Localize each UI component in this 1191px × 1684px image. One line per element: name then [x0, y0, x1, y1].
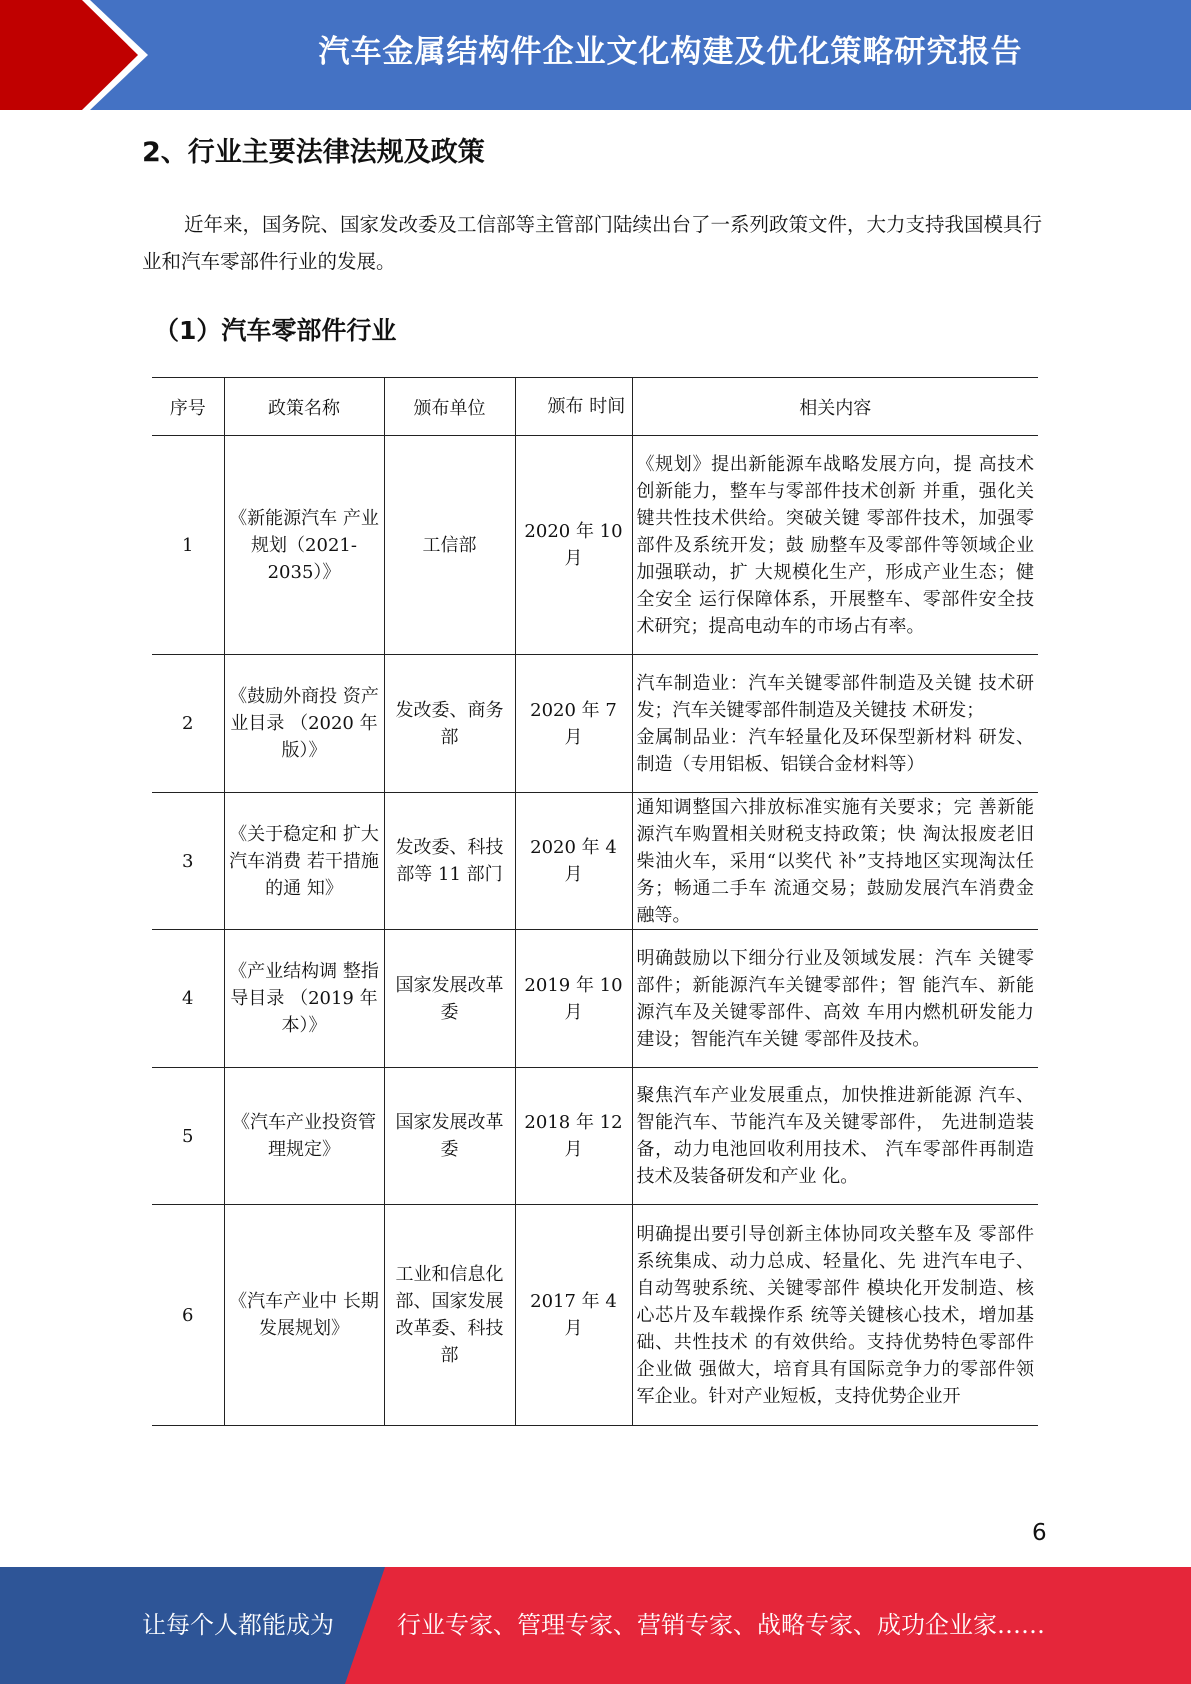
row-time: 2019 年 10 月	[515, 930, 632, 1068]
table-header-row	[152, 378, 1038, 436]
footer-slogan-right: 行业专家、管理专家、营销专家、战略专家、成功企业家……	[397, 1611, 1045, 1639]
row-content: 《规划》提出新能源车战略发展方向，提 高技术创新能力，整车与零部件技术创新 并重，强化关键共性技术供给。突破关键 零部件技术，加强零部件及系统开发；鼓 励整车及零部件等领域企业加强联动，扩 大规模化生产，形成产业生态；健全安全 运行保障体系，开展整车、零部件安全技 术研究；提高电动车的市场占有率。	[632, 436, 1038, 655]
row-policy-name: 《新能源汽车 产业规划（2021-2035）》	[224, 436, 384, 655]
intro-paragraph: 近年来，国务院、国家发改委及工信部等主管部门陆续出台了一系列政策文件，大力支持我国模具行业和汽车零部件行业的发展。	[142, 213, 1043, 273]
row-content: 通知调整国六排放标准实施有关要求；完 善新能源汽车购置相关财税支持政策；快 淘汰报废老旧柴油火车，采用“以奖代 补”支持地区实现淘汰任务；畅通二手车 流通交易；鼓励发展汽车消费金融等。	[632, 793, 1038, 930]
row-no: 6	[152, 1205, 224, 1426]
header-issue-time: 颁布 时间	[515, 378, 632, 436]
header-content: 相关内容	[632, 378, 1038, 436]
row-issuer: 国家发展改革委	[384, 1068, 515, 1205]
table-row	[152, 436, 1038, 655]
section-heading: 2、行业主要法律法规及政策	[142, 137, 485, 168]
header-policy-name: 政策名称	[224, 378, 384, 436]
row-issuer: 工业和信息化部、国家发展改革委、科技部	[384, 1205, 515, 1426]
row-issuer: 工信部	[384, 436, 515, 655]
header-issuer: 颁布单位	[384, 378, 515, 436]
row-no: 4	[152, 930, 224, 1068]
row-no: 3	[152, 793, 224, 930]
page-number: 6	[1032, 1520, 1047, 1546]
row-no: 1	[152, 436, 224, 655]
row-policy-name: 《汽车产业中 长期发展规划》	[224, 1205, 384, 1426]
policy-table	[152, 377, 1038, 1426]
row-issuer: 发改委、科技部等 11 部门	[384, 793, 515, 930]
row-content: 明确提出要引导创新主体协同攻关整车及 零部件系统集成、动力总成、轻量化、先 进汽车电子、自动驾驶系统、关键零部件 模块化开发制造、核心芯片及车载操作系 统等关键核心技术，增加基础、共性技术 的有效供给。支持优势特色零部件企业做 强做大，培育具有国际竞争力的零部件领 军企业。针对产业短板，支持优势企业开	[632, 1205, 1038, 1426]
table-row	[152, 930, 1038, 1068]
row-time: 2020 年 10 月	[515, 436, 632, 655]
row-time: 2020 年 7 月	[515, 655, 632, 793]
row-policy-name: 《关于稳定和 扩大汽车消费 若干措施的通 知》	[224, 793, 384, 930]
table-row	[152, 1068, 1038, 1205]
row-content: 汽车制造业：汽车关键零部件制造及关键 技术研发；汽车关键零部件制造及关键技 术研发； 金属制品业：汽车轻量化及环保型新材料 研发、制造（专用铝板、铝镁合金材料等）	[632, 655, 1038, 793]
row-content: 聚焦汽车产业发展重点，加快推进新能源 汽车、智能汽车、节能汽车及关键零部件， 先进制造装备，动力电池回收利用技术、 汽车零部件再制造技术及装备研发和产业 化。	[632, 1068, 1038, 1205]
header-no: 序号	[152, 378, 224, 436]
row-no: 5	[152, 1068, 224, 1205]
footer-slogan-left: 让每个人都能成为	[142, 1611, 334, 1639]
row-policy-name: 《鼓励外商投 资产业目录 （2020 年版）》	[224, 655, 384, 793]
table-row	[152, 655, 1038, 793]
row-no: 2	[152, 655, 224, 793]
header-arrow-decoration	[0, 0, 150, 110]
page-footer	[0, 1567, 1191, 1684]
page-header	[0, 0, 1191, 110]
table-row	[152, 1205, 1038, 1426]
table-row	[152, 793, 1038, 930]
row-issuer: 国家发展改革委	[384, 930, 515, 1068]
row-time: 2020 年 4 月	[515, 793, 632, 930]
row-content: 明确鼓励以下细分行业及领域发展：汽车 关键零部件；新能源汽车关键零部件；智 能汽车、新能源汽车及关键零部件、高效 车用内燃机研发能力建设；智能汽车关键 零部件及技术。	[632, 930, 1038, 1068]
row-time: 2017 年 4 月	[515, 1205, 632, 1426]
report-title: 汽车金属结构件企业文化构建及优化策略研究报告	[318, 34, 1023, 70]
row-time: 2018 年 12 月	[515, 1068, 632, 1205]
row-issuer: 发改委、商务部	[384, 655, 515, 793]
row-policy-name: 《汽车产业投资管理规定》	[224, 1068, 384, 1205]
subsection-heading: （1）汽车零部件行业	[154, 316, 397, 345]
row-policy-name: 《产业结构调 整指导目录 （2019 年本）》	[224, 930, 384, 1068]
